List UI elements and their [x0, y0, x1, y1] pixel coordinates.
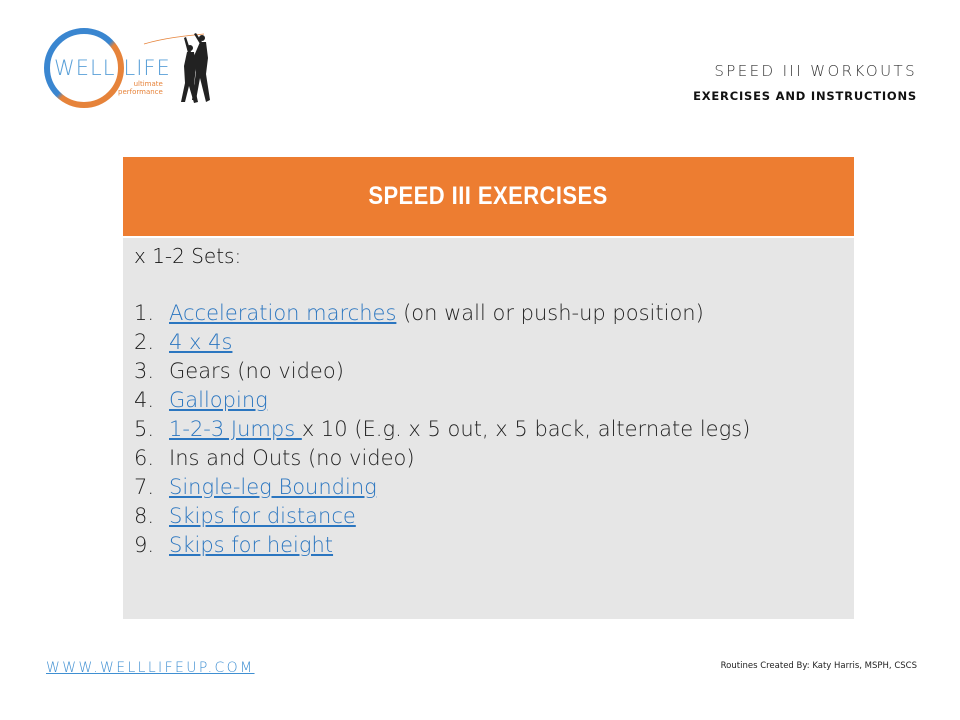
logo-tagline-1: ultimate — [133, 80, 163, 88]
list-item — [134, 444, 750, 473]
exercise-table — [123, 157, 854, 619]
list-item — [134, 415, 750, 444]
list-item — [134, 328, 750, 357]
list-item — [134, 473, 750, 502]
item-number: 8. — [134, 504, 155, 528]
logo-divider-text: | — [115, 56, 124, 80]
logo-tagline — [118, 80, 163, 96]
exercise-table-body — [123, 238, 854, 619]
item-number: 3. — [134, 359, 155, 383]
welllife-logo — [44, 28, 219, 112]
item-number: 5. — [134, 417, 155, 441]
exercise-link-1-2-3-jumps[interactable]: 1-2-3 Jumps — [169, 417, 302, 441]
item-text-ins-and-outs: Ins and Outs (no video) — [169, 446, 415, 470]
list-item — [134, 299, 750, 328]
exercise-table-heading: SPEED III EXERCISES — [368, 182, 609, 210]
list-item — [134, 386, 750, 415]
item-note: x 10 (E.g. x 5 out, x 5 back, alternate legs) — [301, 417, 751, 441]
list-item — [134, 357, 750, 386]
exercise-list — [134, 299, 750, 560]
exercise-link-4x4s[interactable]: 4 x 4s — [169, 330, 233, 354]
exercise-link-single-leg-bounding[interactable]: Single-leg Bounding — [169, 475, 377, 499]
page-subtitle: EXERCISES AND INSTRUCTIONS — [693, 89, 917, 103]
logo-tagline-2: performance — [118, 88, 163, 96]
item-text-gears: Gears (no video) — [169, 359, 344, 383]
exercise-link-skips-for-height[interactable]: Skips for height — [169, 533, 334, 557]
exercise-link-galloping[interactable]: Galloping — [169, 388, 268, 412]
logo-well-text: WELL — [54, 56, 116, 80]
logo-wordmark — [54, 56, 171, 80]
website-link[interactable]: WWW.WELLLIFEUP.COM — [46, 660, 255, 676]
sets-label: x 1-2 Sets: — [134, 244, 242, 268]
list-item — [134, 531, 750, 560]
item-number: 1. — [134, 301, 155, 325]
exercise-link-skips-for-distance[interactable]: Skips for distance — [169, 504, 356, 528]
item-number: 4. — [134, 388, 155, 412]
item-note: (on wall or push-up position) — [396, 301, 704, 325]
item-number: 6. — [134, 446, 155, 470]
page-title: SPEED III WORKOUTS — [714, 62, 917, 80]
item-number: 9. — [134, 533, 155, 557]
logo-life-text: LIFE — [123, 56, 171, 80]
item-number: 7. — [134, 475, 155, 499]
item-number: 2. — [134, 330, 155, 354]
list-item — [134, 502, 750, 531]
exercise-link-acceleration-marches[interactable]: Acceleration marches — [169, 301, 397, 325]
credit-text: Routines Created By: Katy Harris, MSPH, CSCS — [720, 661, 917, 671]
exercise-table-header — [123, 157, 854, 236]
